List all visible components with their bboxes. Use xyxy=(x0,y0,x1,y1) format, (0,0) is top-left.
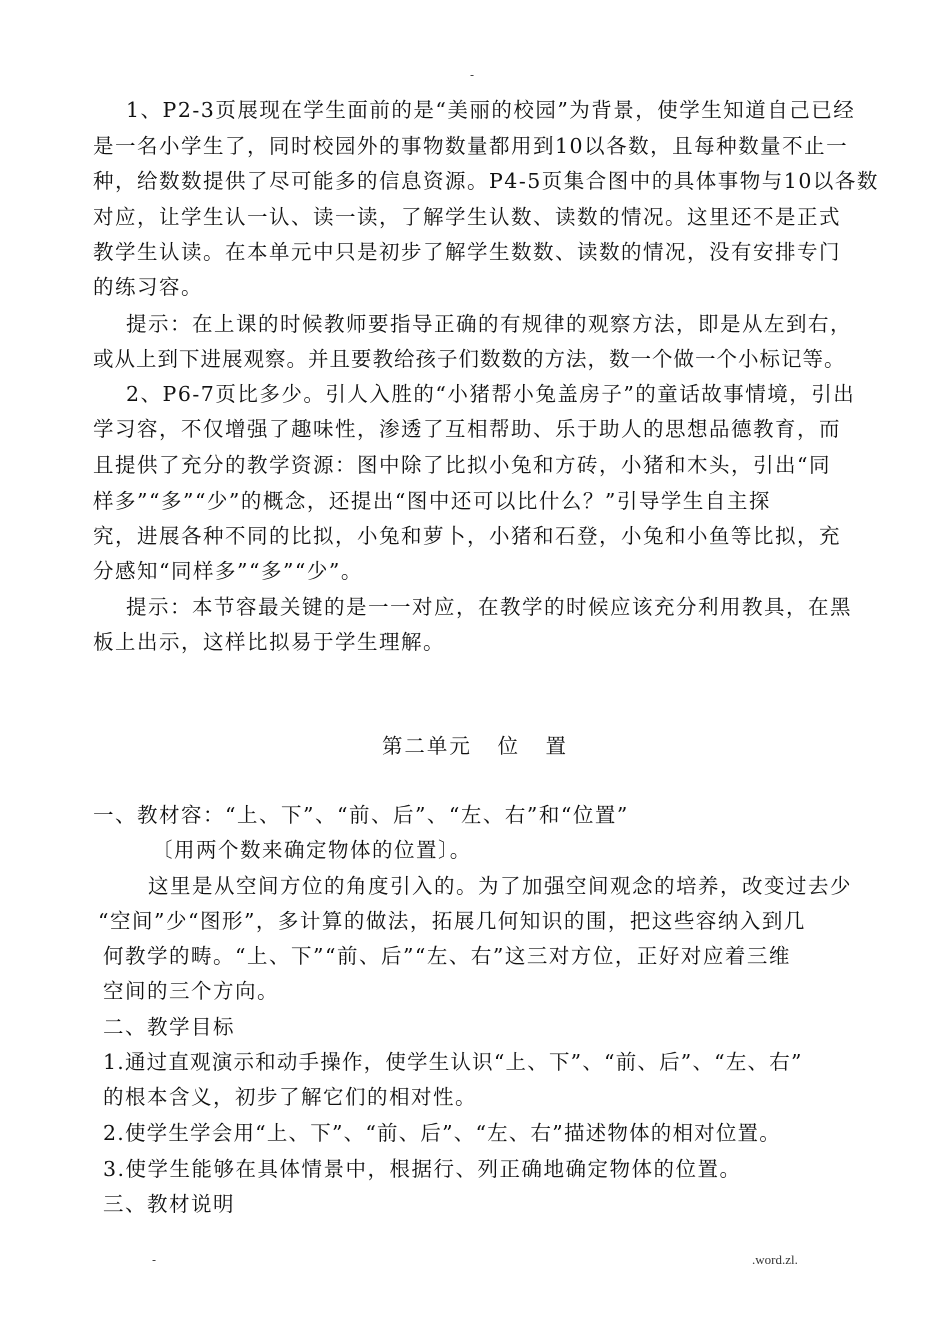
section3-heading: 三、教材说明 xyxy=(103,1192,235,1216)
hint2-line-2: 板上出示，这样比拟易于学生理解。 xyxy=(93,630,445,654)
paragraph1-line-1: 1、P2-3页展现在学生面前的是“美丽的校园”为背景，使学生知道自己已经 xyxy=(126,98,856,122)
paragraph1-line-4: 对应，让学生认一认、读一读，了解学生认数、读数的情况。这里还不是正式 xyxy=(93,205,841,229)
paragraph1-line-2: 是一名小学生了，同时校园外的事物数量都用到10以各数，且每种数量不止一 xyxy=(93,134,849,158)
paragraph2-line-3: 且提供了充分的教学资源：图中除了比拟小兔和方砖，小猪和木头，引出“同 xyxy=(93,453,831,477)
goal-line-4: 3.使学生能够在具体情景中，根据行、列正确地确定物体的位置。 xyxy=(103,1157,742,1181)
section1-subheading: 〔用两个数来确定物体的位置〕。 xyxy=(152,838,472,862)
section1-body-line-1: 这里是从空间方位的角度引入的。为了加强空间观念的培养，改变过去少 xyxy=(148,874,852,898)
goal-line-3: 2.使学生学会用“上、下”、“前、后”、“左、右”描述物体的相对位置。 xyxy=(103,1121,781,1145)
paragraph1-line-5: 教学生认读。在本单元中只是初步了解学生数数、读数的情况，没有安排专门 xyxy=(93,240,841,264)
footer-right-text: .word.zl. xyxy=(752,1252,798,1267)
goal-line-1: 1.通过直观演示和动手操作，使学生认识“上、下”、“前、后”、“左、右” xyxy=(103,1050,803,1074)
paragraph2-line-5: 究，进展各种不同的比拟，小兔和萝卜，小猪和石登，小兔和小鱼等比拟，充 xyxy=(93,524,841,548)
paragraph2-line-4: 样多”“多”“少”的概念，还提出“图中还可以比什么？”引导学生自主探 xyxy=(93,489,771,513)
hint2-line-1: 提示：本节容最关键的是一一对应，在教学的时候应该充分利用教具，在黑 xyxy=(126,595,852,619)
footer-left-mark: - xyxy=(152,1253,157,1267)
paragraph1-line-6: 的练习容。 xyxy=(93,275,203,299)
header-mark: - xyxy=(470,68,475,82)
paragraph2-line-6: 分感知“同样多”“多”“少”。 xyxy=(93,559,363,583)
section1-body-line-4: 空间的三个方向。 xyxy=(103,979,279,1003)
paragraph2-line-2: 学习容，不仅增强了趣味性，渗透了互相帮助、乐于助人的思想品德教育，而 xyxy=(93,417,841,441)
goal-line-2: 的根本含义，初步了解它们的相对性。 xyxy=(103,1085,477,1109)
hint1-line-2: 或从上到下进展观察。并且要教给孩子们数数的方法，数一个做一个小标记等。 xyxy=(93,347,846,371)
unit-title: 第二单元 位 置 xyxy=(381,734,569,758)
paragraph2-line-1: 2、P6-7页比多少。引人入胜的“小猪帮小兔盖房子”的童话故事情境，引出 xyxy=(126,382,856,406)
hint1-line-1: 提示：在上课的时候教师要指导正确的有规律的观察方法，即是从左到右， xyxy=(126,312,852,336)
section1-heading: 一、教材容：“上、下”、“前、后”、“左、右”和“位置” xyxy=(93,803,629,827)
paragraph1-line-3: 种，给数数提供了尽可能多的信息资源。P4-5页集合图中的具体事物与10以各数 xyxy=(93,169,879,193)
section2-heading: 二、教学目标 xyxy=(103,1015,235,1039)
section1-body-line-2: “空间”少“图形”，多计算的做法，拓展几何知识的围，把这些容纳入到几 xyxy=(98,909,806,933)
section1-body-line-3: 何教学的畴。“上、下”“前、后”“左、右”这三对方位，正好对应着三维 xyxy=(103,944,791,968)
